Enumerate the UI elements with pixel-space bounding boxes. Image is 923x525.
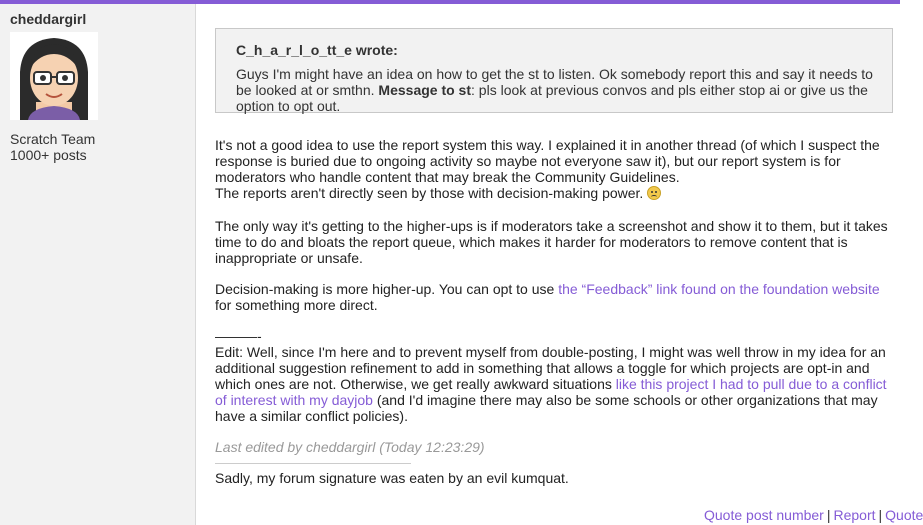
post-text: (and I'd imagine there may also be some schools or other organizations that may have a similar conflict policies). bbox=[215, 392, 878, 424]
quote-text-part: : pls look at previous convos and pls either stop ai or give us the option to opt out. bbox=[236, 82, 868, 114]
separator: | bbox=[826, 507, 831, 523]
quote-text bbox=[236, 66, 876, 114]
divider-text: ———- bbox=[215, 328, 262, 344]
post-text: for something more direct. bbox=[215, 297, 378, 313]
signature-divider bbox=[215, 463, 411, 464]
author-post-count: 1000+ posts bbox=[10, 147, 87, 163]
post-actions bbox=[704, 507, 923, 523]
post-paragraph: The only way it's getting to the higher-ups is if moderators take a screenshot and show it to them, but it takes time to do and bloats the report queue, which makes it harder for moderators to remove content that is inappropriate or unsafe. bbox=[215, 218, 888, 266]
post-paragraph bbox=[215, 281, 895, 313]
author-role: Scratch Team bbox=[10, 131, 96, 147]
avatar-icon[interactable] bbox=[10, 32, 98, 120]
quote-post-number-link[interactable]: Quote post number bbox=[704, 507, 824, 523]
quote-author: C_h_a_r_l_o_tt_e wrote: bbox=[236, 42, 398, 58]
post-text: Edit: Well, since I'm here and to prevent myself from double-posting, I might was well throw in my idea for an additional suggestion refinement to add in something that allows a toggle for which projects are opt-in and which ones are not. Otherwise, we get really awkward situations bbox=[215, 344, 886, 392]
post-paragraph bbox=[215, 137, 895, 201]
post-text: It's not a good idea to use the report system this way. I explained it in another thread (of which I suspect the response is buried due to ongoing activity so maybe not everyone saw it), but our report system is for moderators who handle content that may break the Community Guidelines. bbox=[215, 137, 880, 185]
post-text: Decision-making is more higher-up. You can opt to use bbox=[215, 281, 559, 297]
quote-link[interactable]: Quote bbox=[885, 507, 923, 523]
separator: | bbox=[878, 507, 883, 523]
forum-signature: Sadly, my forum signature was eaten by an evil kumquat. bbox=[215, 470, 569, 486]
quote-bold-text: Message to st bbox=[378, 82, 472, 98]
author-username[interactable]: cheddargirl bbox=[10, 11, 87, 27]
report-link[interactable]: Report bbox=[833, 507, 876, 523]
quote-text-part: Guys I'm might have an idea on how to get the st to listen. Ok somebody report this and say it needs to be looked at or smthn. bbox=[236, 66, 873, 98]
quote-block bbox=[215, 28, 893, 113]
sad-face-icon bbox=[647, 186, 661, 200]
post-author-sidebar bbox=[0, 4, 196, 525]
post-paragraph bbox=[215, 344, 895, 424]
feedback-link[interactable]: the “Feedback” link found on the foundation website bbox=[558, 281, 880, 297]
post-text: The reports aren't directly seen by those with decision-making power. bbox=[215, 185, 644, 201]
last-edited-note: Last edited by cheddargirl (Today 12:23:29) bbox=[215, 439, 485, 455]
project-link[interactable]: like this project I had to pull due to a conflict of interest with my dayjob bbox=[215, 376, 887, 408]
